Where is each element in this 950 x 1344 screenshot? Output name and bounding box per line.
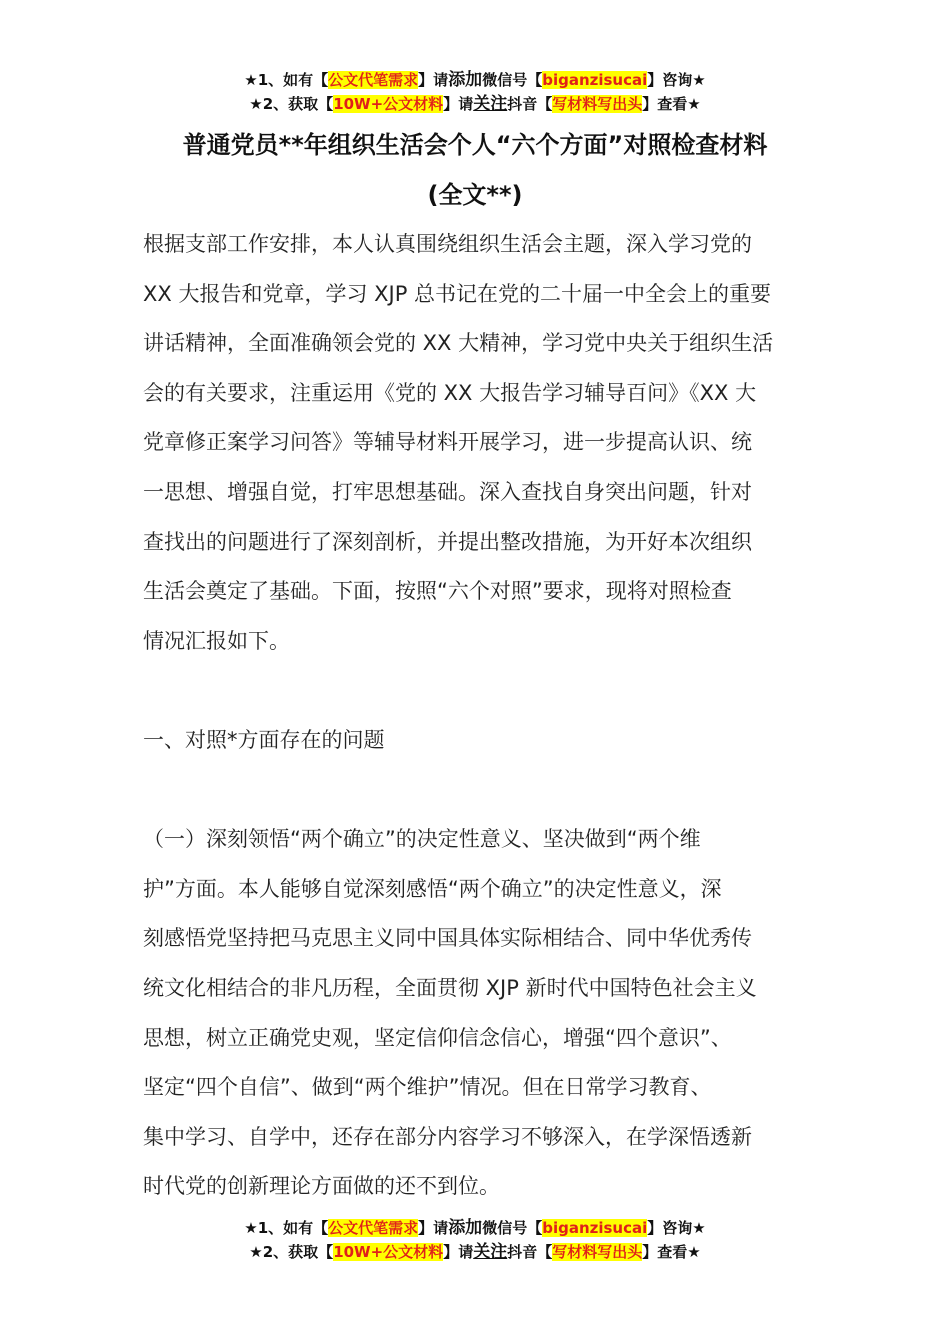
text-line: 护”方面。本人能够自觉深刻感悟“两个确立”的决定性意义，深 [143,876,722,901]
text-line: 生活会奠定了基础。下面，按照“六个对照”要求，现将对照检查 [143,579,732,604]
text-line: 思想，树立正确党史观，坚定信仰信念信心，增强“四个意识”、 [143,1025,732,1050]
banner-text: 】请 [418,1219,449,1237]
banner-text: ★2、获取【 [249,95,334,113]
banner-highlight: 公文代笔需求 [328,71,419,89]
section-heading [143,716,809,766]
banner-highlight: 写材料写出头 [552,95,643,113]
banner-highlight: biganzisucai [542,1219,648,1237]
document-title-line-2: (全文**) [427,181,523,209]
banner-text: 】查看★ [642,95,701,113]
banner-text: 】查看★ [642,1243,701,1261]
banner-text: 】咨询★ [647,1219,706,1237]
text-line: 刻感悟党坚持把马克思主义同中国具体实际相结合、同中华优秀传 [143,926,752,951]
bottom-banner [0,1216,950,1264]
banner-highlight: biganzisucai [542,71,648,89]
text-line: 根据支部工作安排，本人认真围绕组织生活会主题，深入学习党的 [143,232,752,256]
text-line: 党章修正案学习问答》等辅导材料开展学习，进一步提高认识、统 [143,430,752,455]
banner-highlight: 写材料写出头 [552,1243,643,1261]
banner-text: 】请 [443,95,474,113]
text-line: （一）深刻领悟“两个确立”的决定性意义、坚决做到“两个维 [143,827,701,852]
banner-text: 】请 [443,1243,474,1261]
banner-line-2 [0,1240,950,1264]
banner-highlight: 10W+公文材料 [333,95,444,113]
banner-text: ★2、获取【 [249,1243,334,1261]
banner-text: 】请 [418,71,449,89]
banner-line-1 [0,1216,950,1240]
document-title: 普通党员**年组织生活会个人“六个方面”对照检查材料 [182,131,768,159]
intro-paragraph [143,220,809,666]
top-banner [0,68,950,116]
banner-text: 抖音【 [507,1243,553,1261]
text-line: 情况汇报如下。 [143,628,290,653]
banner-text: 】咨询★ [647,71,706,89]
banner-emphasis: 添加 [448,70,483,90]
document-body [143,220,809,1212]
banner-emphasis: 关注 [473,94,508,114]
banner-line-2 [0,92,950,116]
banner-text: ★1、如有【 [244,1219,329,1237]
banner-text: 抖音【 [507,95,553,113]
banner-line-1 [0,68,950,92]
text-line: 一、对照*方面存在的问题 [143,727,385,752]
banner-text: 微信号【 [482,71,543,89]
text-line: 统文化相结合的非凡历程，全面贯彻 XJP 新时代中国特色社会主义 [143,975,757,1000]
banner-highlight: 10W+公文材料 [333,1243,444,1261]
text-line: 查找出的问题进行了深刻剖析，并提出整改措施，为开好本次组织 [143,529,752,554]
banner-text: ★1、如有【 [244,71,329,89]
text-line: 会的有关要求，注重运用《党的 XX 大报告学习辅导百问》《XX 大 [143,380,757,405]
text-line: 坚定“四个自信”、做到“两个维护”情况。但在日常学习教育、 [143,1075,712,1100]
item-1-paragraph [143,815,809,1212]
banner-text: 微信号【 [482,1219,543,1237]
text-line: 讲话精神，全面准确领会党的 XX 大精神，学习党中央关于组织生活 [143,331,774,356]
banner-emphasis: 添加 [448,1218,483,1238]
text-line: 一思想、增强自觉，打牢思想基础。深入查找自身突出问题，针对 [143,479,752,504]
text-line: 时代党的创新理论方面做的还不到位。 [143,1174,500,1199]
banner-emphasis: 关注 [473,1242,508,1262]
text-line: XX 大报告和党章，学习 XJP 总书记在党的二十届一中全会上的重要 [143,281,772,306]
text-line: 集中学习、自学中，还存在部分内容学习不够深入，在学深悟透新 [143,1124,752,1149]
banner-highlight: 公文代笔需求 [328,1219,419,1237]
